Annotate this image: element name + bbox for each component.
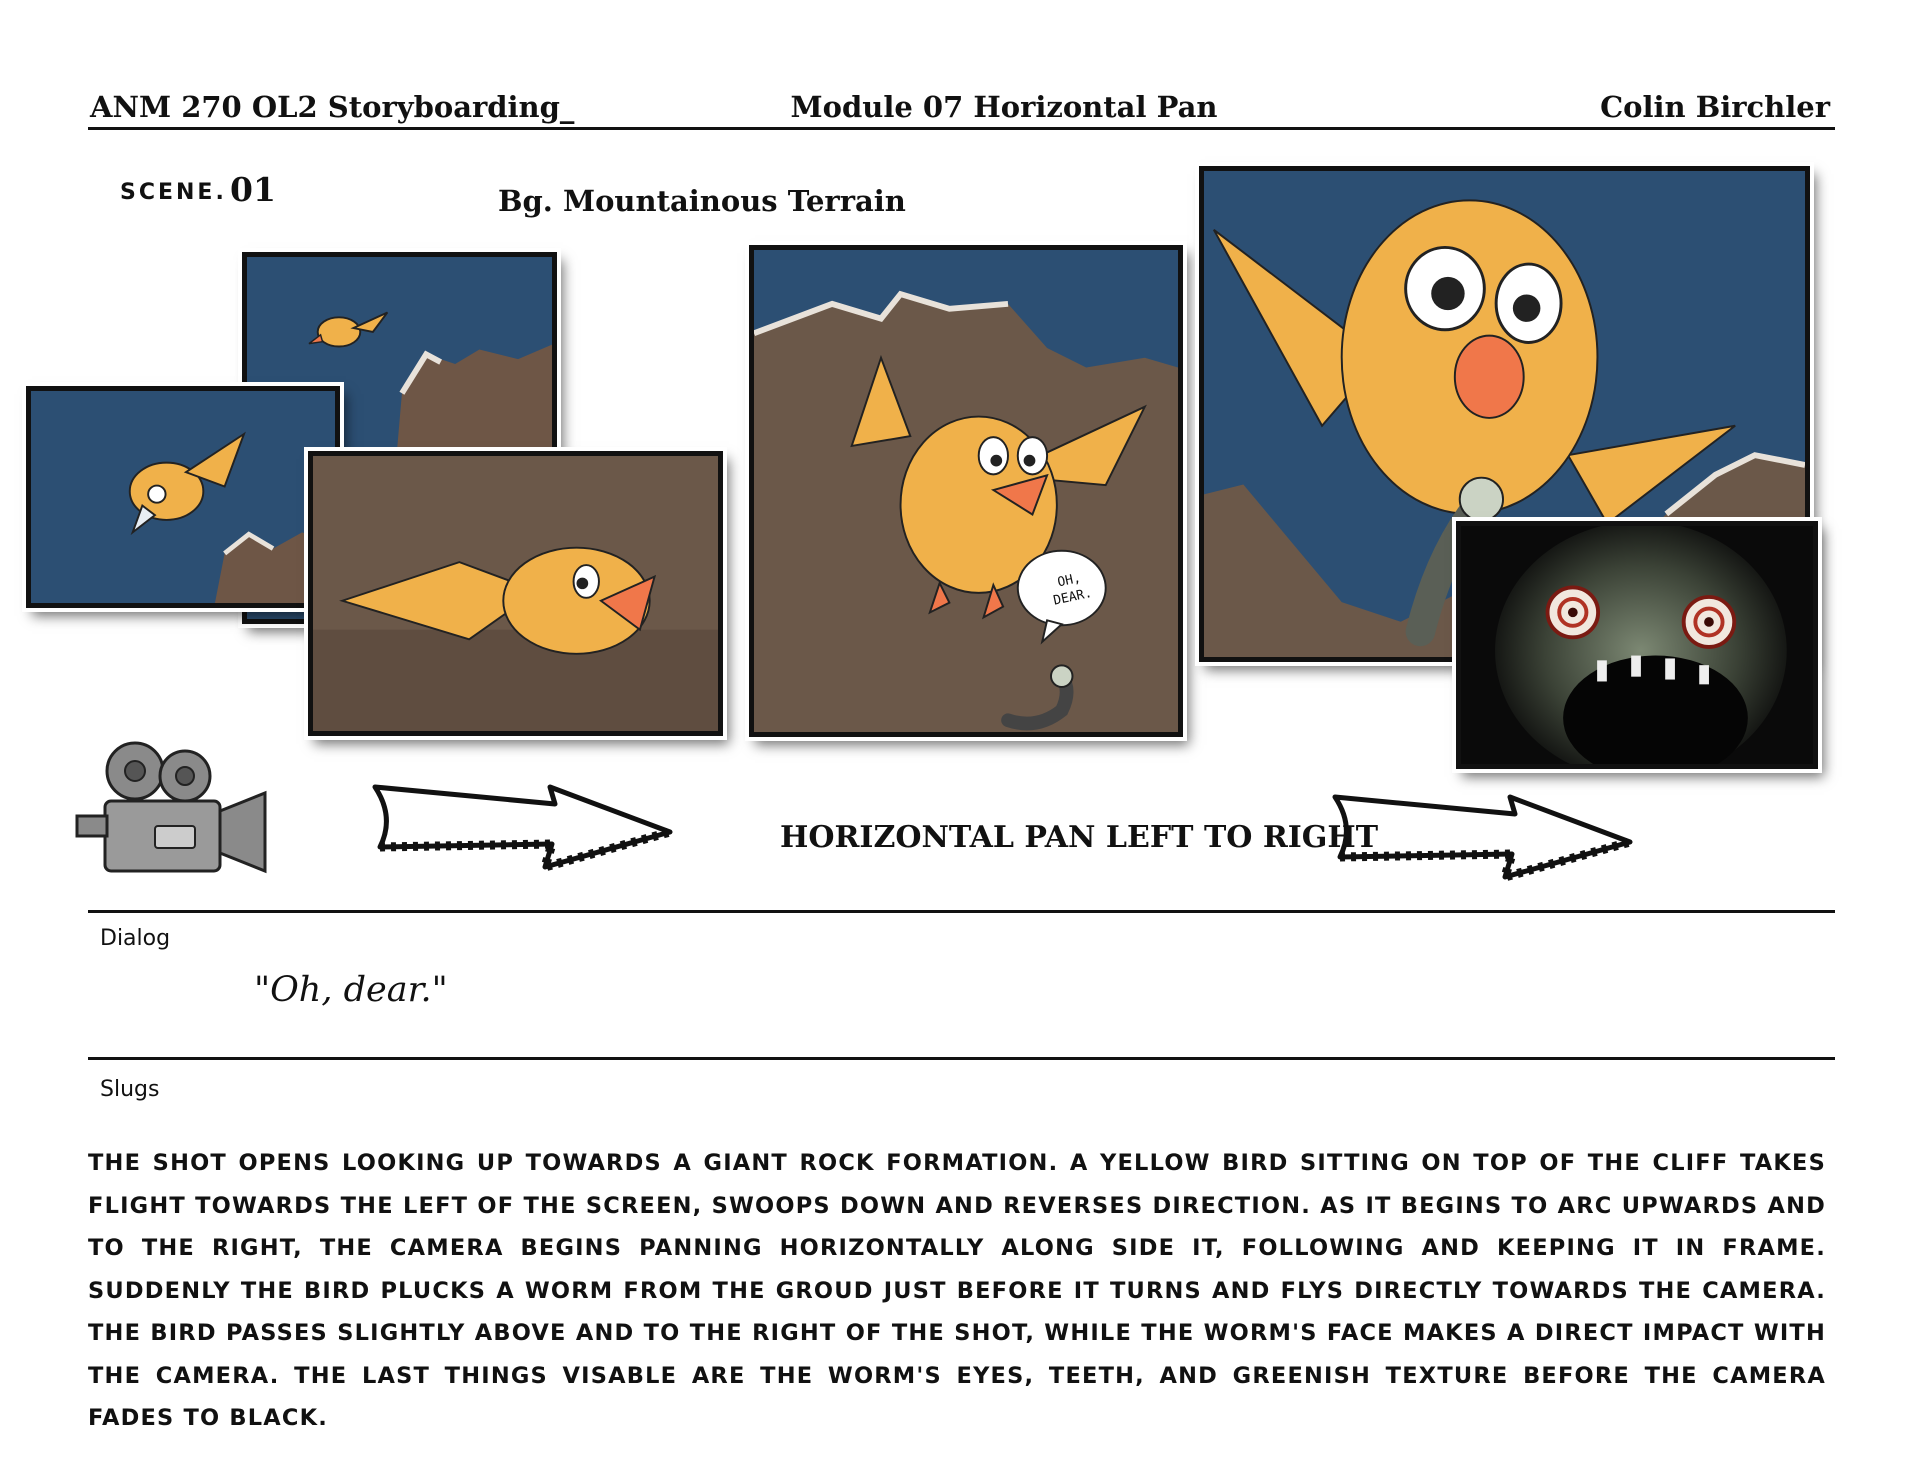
speech-bubble-line-2: DEAR. bbox=[1052, 585, 1094, 609]
slugs-text: THE SHOT OPENS LOOKING UP TOWARDS A GIANT ROCK FORMATION. A YELLOW BIRD SITTING ON TOP OF THE CLIFF TAKES FLIGHT TOWARDS THE LEFT OF THE SCREEN, SWOOPS DOWN AND REVERSES DIRECTION. AS IT BEGINS TO ARC UPWARDS AND TO THE RIGHT, THE CAMERA BEGINS PANNING HORIZONTALLY ALONG SIDE IT, FOLLOWING AND KEEPING IT IN FRAME. SUDDENLY THE BIRD PLUCKS A WORM FROM THE GROUD JUST BEFORE IT TURNS AND FLYS DIRECTLY TOWARDS THE CAMERA. THE BIRD PASSES SLIGHTLY ABOVE AND TO THE RIGHT OF THE SHOT, WHILE THE WORM'S FACE MAKES A DIRECT IMPACT WITH THE CAMERA. THE LAST THINGS VISABLE ARE THE WORM'S EYES, TEETH, AND GREENISH TEXTURE BEFORE THE CAMERA FADES TO BLACK. bbox=[88, 1150, 1826, 1431]
movie-camera-icon bbox=[65, 731, 275, 881]
speech-bubble-line-1: OH, bbox=[1056, 570, 1083, 591]
dialog-divider bbox=[88, 910, 1835, 913]
slugs-label: Slugs bbox=[100, 1077, 160, 1102]
author-name: Colin Birchler bbox=[1600, 90, 1830, 124]
course-title: ANM 270 OL2 Storyboarding_ bbox=[90, 90, 575, 124]
background-label: Bg. Mountainous Terrain bbox=[498, 184, 906, 218]
storyboard-panel-4 bbox=[1456, 521, 1818, 769]
pan-arrow-icon-left bbox=[370, 782, 675, 877]
scene-label: SCENE. bbox=[120, 180, 227, 205]
dialog-label: Dialog bbox=[100, 926, 171, 951]
dialog-text: "Oh, dear." bbox=[254, 970, 448, 1010]
module-title: Module 07 Horizontal Pan bbox=[790, 90, 1218, 124]
header-divider bbox=[88, 127, 1835, 130]
camera-move-caption: HORIZONTAL PAN LEFT TO RIGHT bbox=[780, 820, 1379, 855]
storyboard-panel-1b bbox=[26, 386, 340, 608]
storyboard-panel-1c bbox=[308, 451, 723, 736]
scene-number: 01 bbox=[230, 170, 276, 209]
slugs-divider bbox=[88, 1057, 1835, 1060]
storyboard-panel-2 bbox=[749, 245, 1183, 737]
